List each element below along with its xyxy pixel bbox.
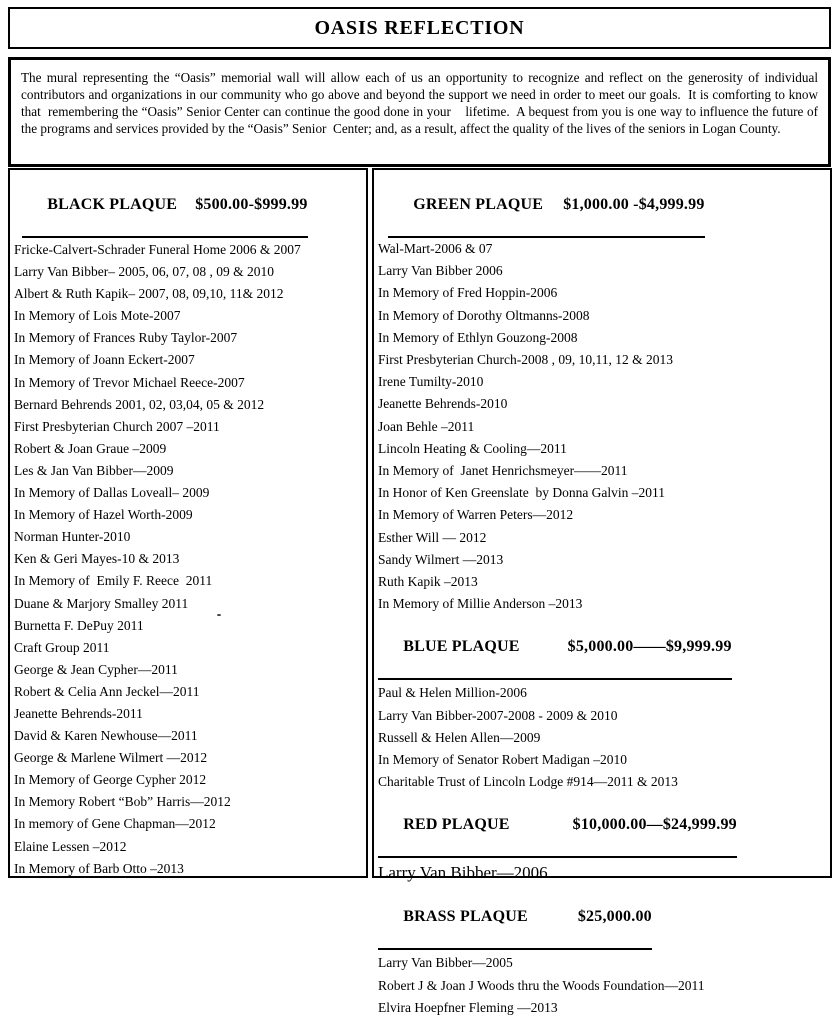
- donor-entry: Larry Van Bibber—2006: [378, 863, 548, 883]
- donor-entry: In Memory of Millie Anderson –2013: [378, 596, 583, 612]
- donor-entry: First Presbyterian Church-2008 , 09, 10,11, 12 & 2013: [378, 352, 673, 368]
- donor-entry: David & Karen Newhouse—2011: [14, 728, 198, 744]
- donor-entry: First Presbyterian Church 2007 –2011: [14, 418, 220, 434]
- donor-entry: In Memory of Dallas Loveall– 2009: [14, 485, 210, 501]
- donor-entry: Esther Will — 2012: [378, 529, 487, 545]
- donor-entry: In Honor of Ken Greenslate by Donna Galvin –2011: [378, 485, 666, 501]
- brass-plaque-header: [378, 887, 652, 950]
- blue-plaque-header: [378, 617, 732, 680]
- black-plaque-header: [22, 175, 308, 238]
- brass-plaque-entries: [374, 952, 830, 1019]
- red-plaque-label: RED PLAQUE: [403, 816, 510, 834]
- red-plaque-entries: [374, 860, 830, 885]
- donor-entry: Paul & Helen Million-2006: [378, 685, 527, 701]
- donor-entry: In Memory of Emily F. Reece 2011: [14, 573, 213, 589]
- donor-entry: In Memory of Dorothy Oltmanns-2008: [378, 307, 590, 323]
- green-plaque-entries: [374, 238, 830, 615]
- donor-entry: In Memory of Hazel Worth-2009: [14, 507, 193, 523]
- donor-entry: George & Marlene Wilmert —2012: [14, 750, 208, 766]
- donor-entry: Irene Tumilty-2010: [378, 374, 484, 390]
- donor-entry: Ruth Kapik –2013: [378, 574, 478, 590]
- donor-entry: In Memory of Trevor Michael Reece-2007: [14, 374, 245, 390]
- donor-entry: Lincoln Heating & Cooling—2011: [378, 440, 567, 456]
- donor-entry: In Memory of Barb Otto –2013: [14, 860, 184, 876]
- section-blue-plaque: [374, 615, 830, 793]
- donor-entry: Joan Behle –2011: [378, 418, 475, 434]
- intro-paragraph: The mural representing the “Oasis” memorial wall will allow each of us an opportunity to recognize and reflect on the generosity of individual contributors and organizations in our community who go above and beyond the support we need in order to meet our goals. It is comforting to know that remembering the “Oasis” Senior Center can continue the good done in your lifetime. A bequest from you is one way to influence the future of the programs and services provided by the “Oasis” Senior Center; and, as a result, affect the quality of the lives of the seniors in Logan County.: [21, 70, 822, 136]
- header-gap: [520, 650, 568, 651]
- donor-entry: Jeanette Behrends-2010: [378, 396, 508, 412]
- donor-entry: Sandy Wilmert —2013: [378, 551, 504, 567]
- donor-entry: Albert & Ruth Kapik– 2007, 08, 09,10, 11& 2012: [14, 286, 284, 302]
- blue-plaque-label: BLUE PLAQUE: [403, 638, 520, 656]
- brass-plaque-label: BRASS PLAQUE: [403, 908, 528, 926]
- section-brass-plaque: [374, 885, 830, 1019]
- black-plaque-label: BLACK PLAQUE: [47, 196, 178, 213]
- donor-entry: Robert J & Joan J Woods thru the Woods Foundation—2011: [378, 977, 705, 993]
- brass-plaque-range: $25,000.00: [577, 908, 652, 926]
- donor-entry: In Memory Robert “Bob” Harris—2012: [14, 794, 231, 810]
- section-green-plaque: [374, 170, 830, 615]
- donor-entry: Norman Hunter-2010: [14, 529, 131, 545]
- title-box: [8, 7, 831, 49]
- left-column: [8, 168, 368, 878]
- donor-entry: George & Jean Cypher—2011: [14, 661, 178, 677]
- donor-entry: In Memory of Senator Robert Madigan –2010: [378, 752, 627, 768]
- intro-box: [8, 57, 831, 167]
- donor-entry: Burnetta F. DePuy 2011: [14, 617, 144, 633]
- donor-entry: In Memory of George Cypher 2012: [14, 772, 207, 788]
- donor-entry: Wal-Mart-2006 & 07: [378, 241, 493, 256]
- donor-entry: Larry Van Bibber 2006: [378, 263, 503, 279]
- donor-entry: In Memory of Ethlyn Gouzong-2008: [378, 329, 578, 345]
- green-plaque-range: $1,000.00 -$4,999.99: [563, 196, 705, 213]
- donor-entry: Elvira Hoepfner Fleming —2013: [378, 999, 558, 1015]
- donor-entry: Bernard Behrends 2001, 02, 03,04, 05 & 2012: [14, 396, 265, 412]
- red-plaque-range: $10,000.00—$24,999.99: [572, 816, 737, 834]
- header-gap: [543, 208, 563, 209]
- header-gap: [510, 828, 573, 829]
- section-red-plaque: [374, 793, 830, 885]
- donor-entry: In memory of Gene Chapman—2012: [14, 816, 216, 832]
- header-gap: [528, 920, 578, 921]
- donor-entry: Robert & Celia Ann Jeckel—2011: [14, 683, 200, 699]
- header-gap: [177, 208, 195, 209]
- green-plaque-header: [388, 175, 705, 238]
- donor-entry: Jeanette Behrends-2011: [14, 705, 143, 721]
- donor-entry: In Memory of Frances Ruby Taylor-2007: [14, 330, 238, 346]
- donor-entry: Robert & Joan Graue –2009: [14, 440, 167, 456]
- green-plaque-label: GREEN PLAQUE: [413, 196, 544, 213]
- section-black-plaque: [10, 170, 366, 880]
- donor-entry: Larry Van Bibber– 2005, 06, 07, 08 , 09 & 2010: [14, 264, 274, 280]
- donor-entry: Les & Jan Van Bibber—2009: [14, 462, 174, 478]
- donor-entry: In Memory of Warren Peters—2012: [378, 507, 574, 523]
- donor-entry: In Memory of Lois Mote-2007: [14, 308, 181, 324]
- right-column: [372, 168, 832, 1015]
- page-title: OASIS REFLECTION: [314, 16, 525, 39]
- donor-entry: Charitable Trust of Lincoln Lodge #914—2011 & 2013: [378, 774, 678, 790]
- donor-entry: Larry Van Bibber-2007-2008 - 2009 & 2010: [378, 707, 618, 723]
- donor-entry: Ken & Geri Mayes-10 & 2013: [14, 551, 180, 567]
- black-plaque-range: $500.00-$999.99: [195, 196, 308, 213]
- donor-entry: In Memory of Fred Hoppin-2006: [378, 285, 558, 301]
- donor-entry: Craft Group 2011: [14, 639, 110, 655]
- red-plaque-header: [378, 795, 737, 858]
- donor-entry: Fricke-Calvert-Schrader Funeral Home 2006 & 2007: [14, 242, 301, 257]
- blue-plaque-range: $5,000.00——$9,999.99: [567, 638, 732, 656]
- blue-plaque-entries: [374, 682, 830, 793]
- donor-entry: Russell & Helen Allen—2009: [378, 729, 541, 745]
- donor-entry: In Memory of Janet Henrichsmeyer——2011: [378, 463, 628, 479]
- donor-entry: Larry Van Bibber—2005: [378, 955, 513, 971]
- donor-entry: Duane & Marjory Smalley 2011: [14, 595, 189, 611]
- donor-entry: Elaine Lessen –2012: [14, 838, 127, 854]
- black-plaque-entries: [10, 239, 366, 880]
- donor-entry: In Memory of Joann Eckert-2007: [14, 352, 195, 368]
